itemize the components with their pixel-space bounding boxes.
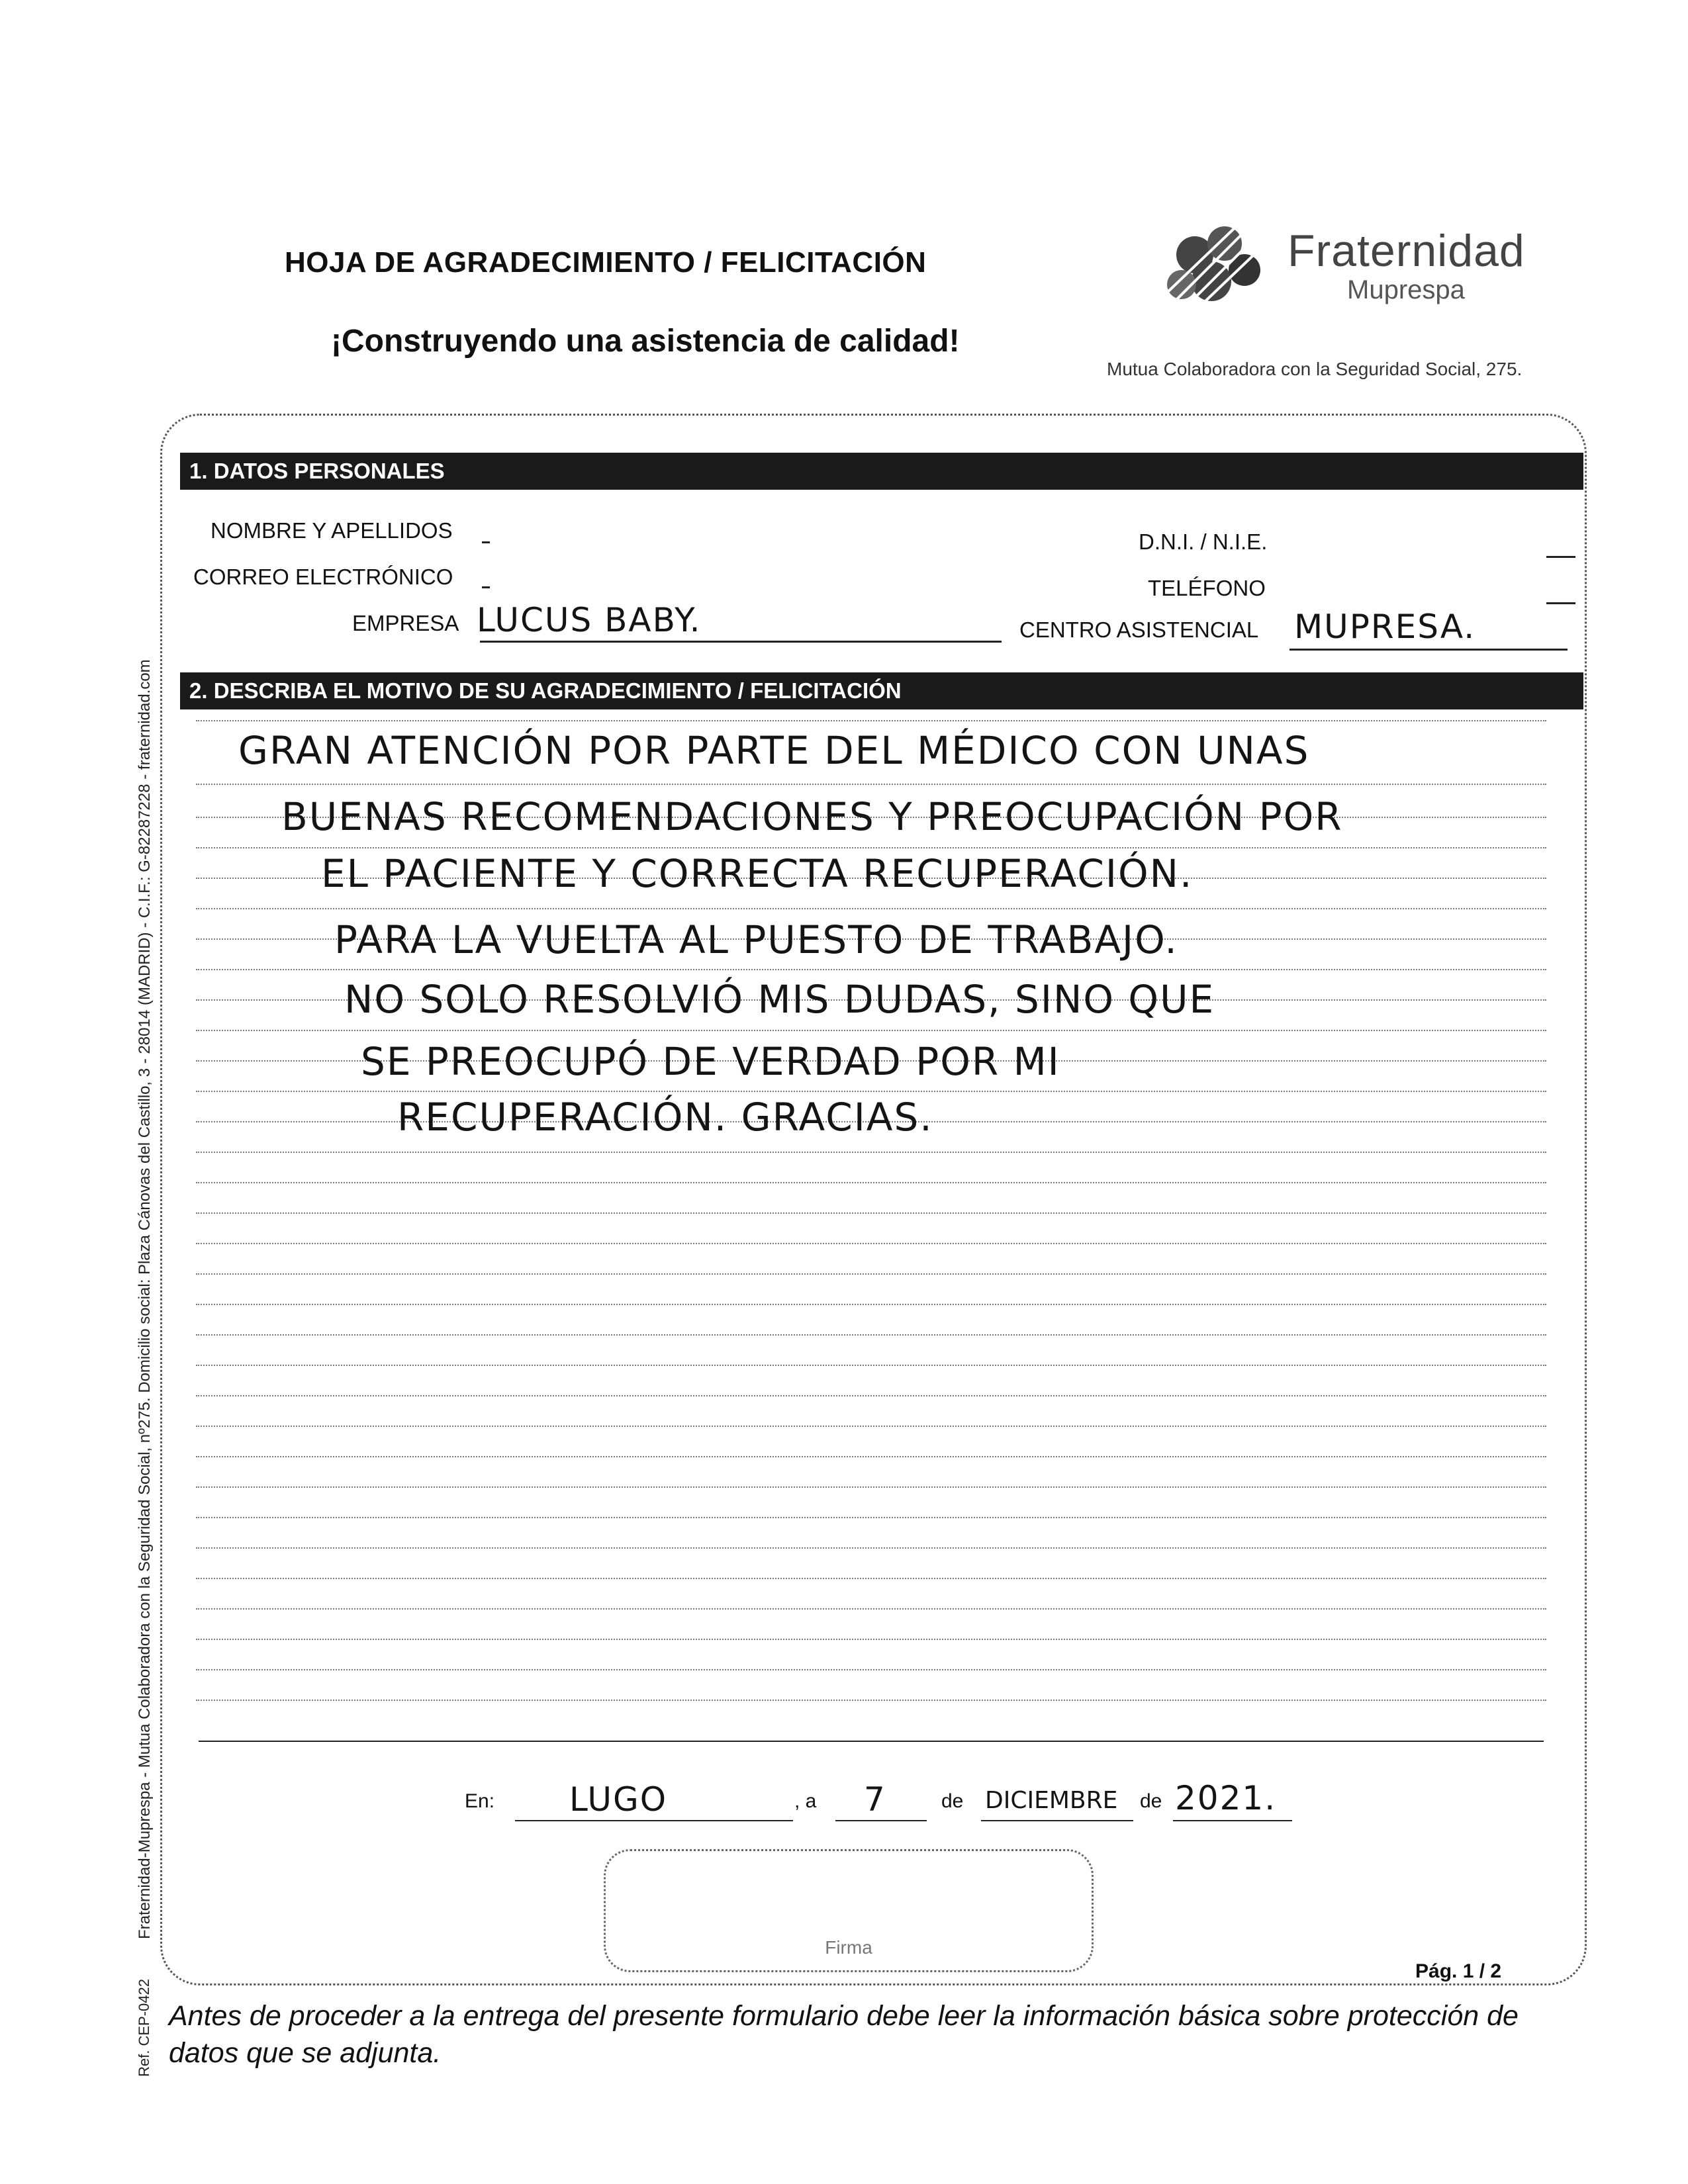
side-legal-text: Fraternidad-Muprespa - Mutua Colaboradora con la Seguridad Social, nº275. Domicilio social: Plaza Cánovas del Castillo, 3 - 28014 (MADRID) - C.I.F.: G-82287228 - fraternidad.com [136, 659, 154, 1939]
comment-line: BUENAS RECOMENDACIONES Y PREOCUPACIÓN POR [281, 794, 1343, 839]
company-field-line [480, 641, 1002, 643]
brand-subname: Muprespa [1347, 275, 1465, 304]
reference-code: Ref. CEP-0422 [136, 1979, 152, 2077]
brand-tagline: Mutua Colaboradora con la Seguridad Social, 275. [1107, 359, 1523, 379]
dni-field-line[interactable] [1546, 556, 1575, 558]
year-line [1173, 1820, 1292, 1821]
dni-label: D.N.I. / N.I.E. [1139, 529, 1268, 554]
phone-field-line[interactable] [1546, 602, 1575, 604]
phone-label: TELÉFONO [1148, 576, 1266, 600]
brand-name: Fraternidad [1288, 226, 1525, 276]
comment-line: NO SOLO RESOLVIÓ MIS DUDAS, SINO QUE [344, 977, 1215, 1022]
brand-logo-mark-icon [1152, 218, 1278, 318]
email-label: CORREO ELECTRÓNICO [193, 565, 453, 589]
comment-line: EL PACIENTE Y CORRECTA RECUPERACIÓN. [321, 851, 1194, 896]
signature-box[interactable] [604, 1849, 1094, 1972]
comment-line: PARA LA VUELTA AL PUESTO DE TRABAJO. [334, 917, 1178, 962]
place-value[interactable]: LUGO [569, 1780, 668, 1819]
comment-line: SE PREOCUPÓ DE VERDAD POR MI [361, 1039, 1060, 1084]
form-title: HOJA DE AGRADECIMIENTO / FELICITACIÓN [285, 246, 927, 279]
center-field-line [1289, 649, 1568, 651]
year-label: de [1140, 1790, 1162, 1812]
signature-label: Firma [825, 1937, 872, 1958]
comment-line: GRAN ATENCIÓN POR PARTE DEL MÉDICO CON UNAS [238, 728, 1310, 773]
company-label: EMPRESA [352, 611, 459, 635]
comment-line: RECUPERACIÓN. GRACIAS. [397, 1095, 933, 1140]
place-label: En: [465, 1790, 495, 1812]
form-subtitle: ¡Construyendo una asistencia de calidad! [331, 324, 960, 359]
section-reason-header: 2. DESCRIBA EL MOTIVO DE SU AGRADECIMIENTO / FELICITACIÓN [180, 672, 1583, 709]
name-field-line[interactable] [482, 541, 490, 543]
day-label: , a [794, 1790, 817, 1812]
data-protection-notice: Antes de proceder a la entrega del presente formulario debe leer la información básica sobre protección de datos que se adjunta. [169, 2000, 1519, 2069]
section-personal-data-header: 1. DATOS PERSONALES [180, 453, 1583, 490]
center-field-value[interactable]: MUPRESA. [1294, 608, 1476, 646]
name-label: NOMBRE Y APELLIDOS [211, 518, 453, 543]
month-label: de [941, 1790, 964, 1812]
day-value[interactable]: 7 [864, 1780, 886, 1819]
place-line [515, 1820, 793, 1821]
page-number: Pág. 1 / 2 [1415, 1960, 1502, 1982]
email-field-line[interactable] [482, 586, 490, 588]
comment-area-bottom-line [199, 1741, 1544, 1742]
day-line [835, 1820, 927, 1821]
brand-logo [1152, 218, 1575, 318]
year-value[interactable]: 2021. [1175, 1779, 1277, 1817]
company-field-value[interactable]: LUCUS BABY. [477, 601, 702, 639]
month-value[interactable]: DICIEMBRE [985, 1787, 1118, 1814]
month-line [981, 1820, 1133, 1821]
center-label: CENTRO ASISTENCIAL [1019, 617, 1259, 642]
